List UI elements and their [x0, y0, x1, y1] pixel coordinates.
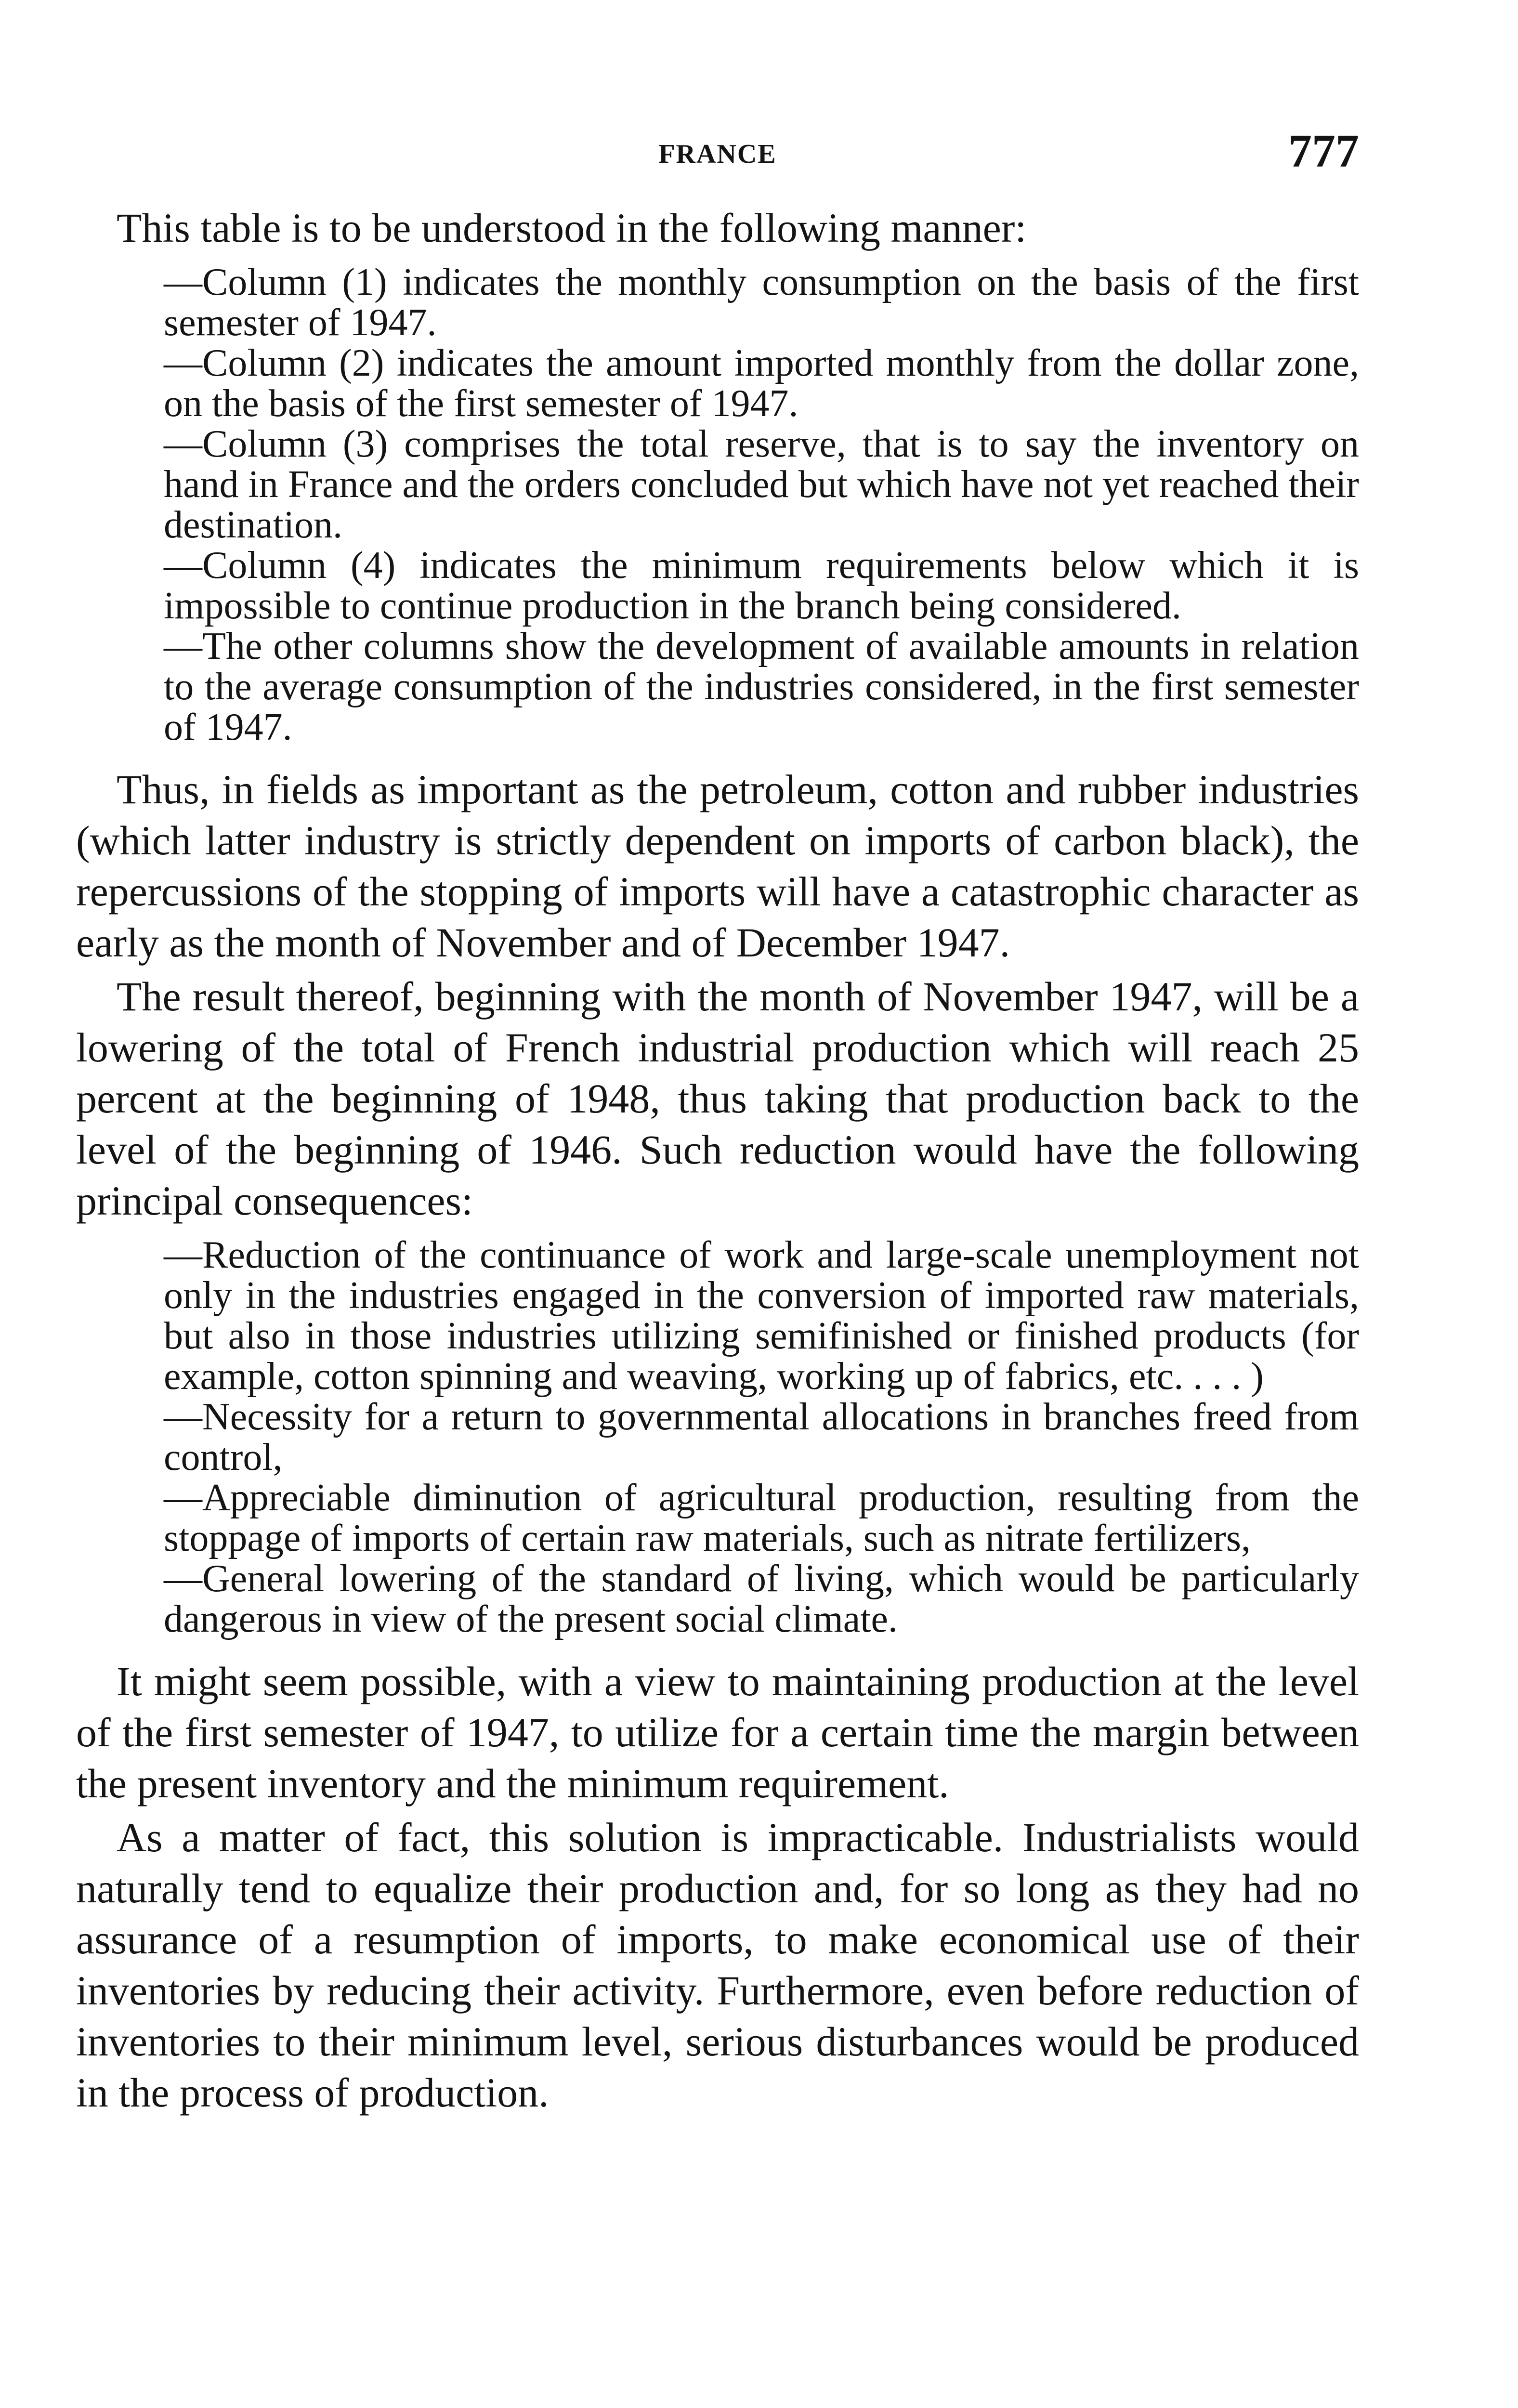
column-note: —The other columns show the development of available amounts in relation to the average consumption of the industries considered, in the first semester of 1947. [164, 625, 1359, 748]
consequences-list [76, 1235, 1359, 1639]
running-head [76, 124, 1359, 177]
page-number: 777 [1288, 125, 1359, 177]
paragraph-result: The result thereof, beginning with the month of November 1947, will be a lowering of the total of French industrial production which will reach 25 percent at the beginning of 1948, thus taking that production back to the level of the beginning of 1946. Such reduction would have the following principal consequences: [76, 973, 1359, 1224]
column-note: —Column (4) indicates the minimum requirements below which it is impossible to continue production in the branch being considered. [164, 544, 1359, 627]
paragraph-impracticable: As a matter of fact, this solution is impracticable. Industrialists would naturally tend to equalize their production and, for so long as they had no assurance of a resumption of imports, to make economical use of their inventories by reducing their activity. Furthermore, even before reduction of inventories to their minimum level, serious disturbances would be produced in the process of production. [76, 1814, 1359, 2116]
body-text [76, 202, 1359, 2118]
column-note: —Column (2) indicates the amount imported monthly from the dollar zone, on the basis of the first semester of 1947. [164, 342, 1359, 425]
document-page [76, 0, 1359, 2408]
consequence-item: —Appreciable diminution of agricultural production, resulting from the stoppage of imports of certain raw materials, such as nitrate fertilizers, [164, 1477, 1359, 1559]
consequence-item: —General lowering of the standard of living, which would be particularly dangerous in view of the present social climate. [164, 1557, 1359, 1640]
paragraph-thus: Thus, in fields as important as the petroleum, cotton and rubber industries (which latter industry is strictly dependent on imports of carbon black), the repercussions of the stopping of imports will have a catastrophic character as early as the month of November and of December 1947. [76, 766, 1359, 966]
intro-paragraph: This table is to be understood in the following manner: [117, 205, 1027, 251]
consequence-item: —Reduction of the continuance of work and large-scale unemployment not only in the industries engaged in the conversion of imported raw materials, but also in those industries utilizing semifinished or finished products (for example, cotton spinning and weaving, working up of fabrics, etc. . . . ) [164, 1234, 1359, 1398]
column-note: —Column (3) comprises the total reserve, that is to say the inventory on hand in France and the orders concluded but which have not yet reached their destination. [164, 423, 1359, 546]
column-notes-list [76, 262, 1359, 747]
consequence-item: —Necessity for a return to governmental allocations in branches freed from control, [164, 1396, 1359, 1479]
column-note: —Column (1) indicates the monthly consumption on the basis of the first semester of 1947. [164, 261, 1359, 344]
paragraph-margin: It might seem possible, with a view to maintaining production at the level of the first semester of 1947, to utilize for a certain time the margin between the present inventory and the minimum requirement. [76, 1658, 1359, 1806]
running-title: FRANCE [658, 139, 777, 169]
